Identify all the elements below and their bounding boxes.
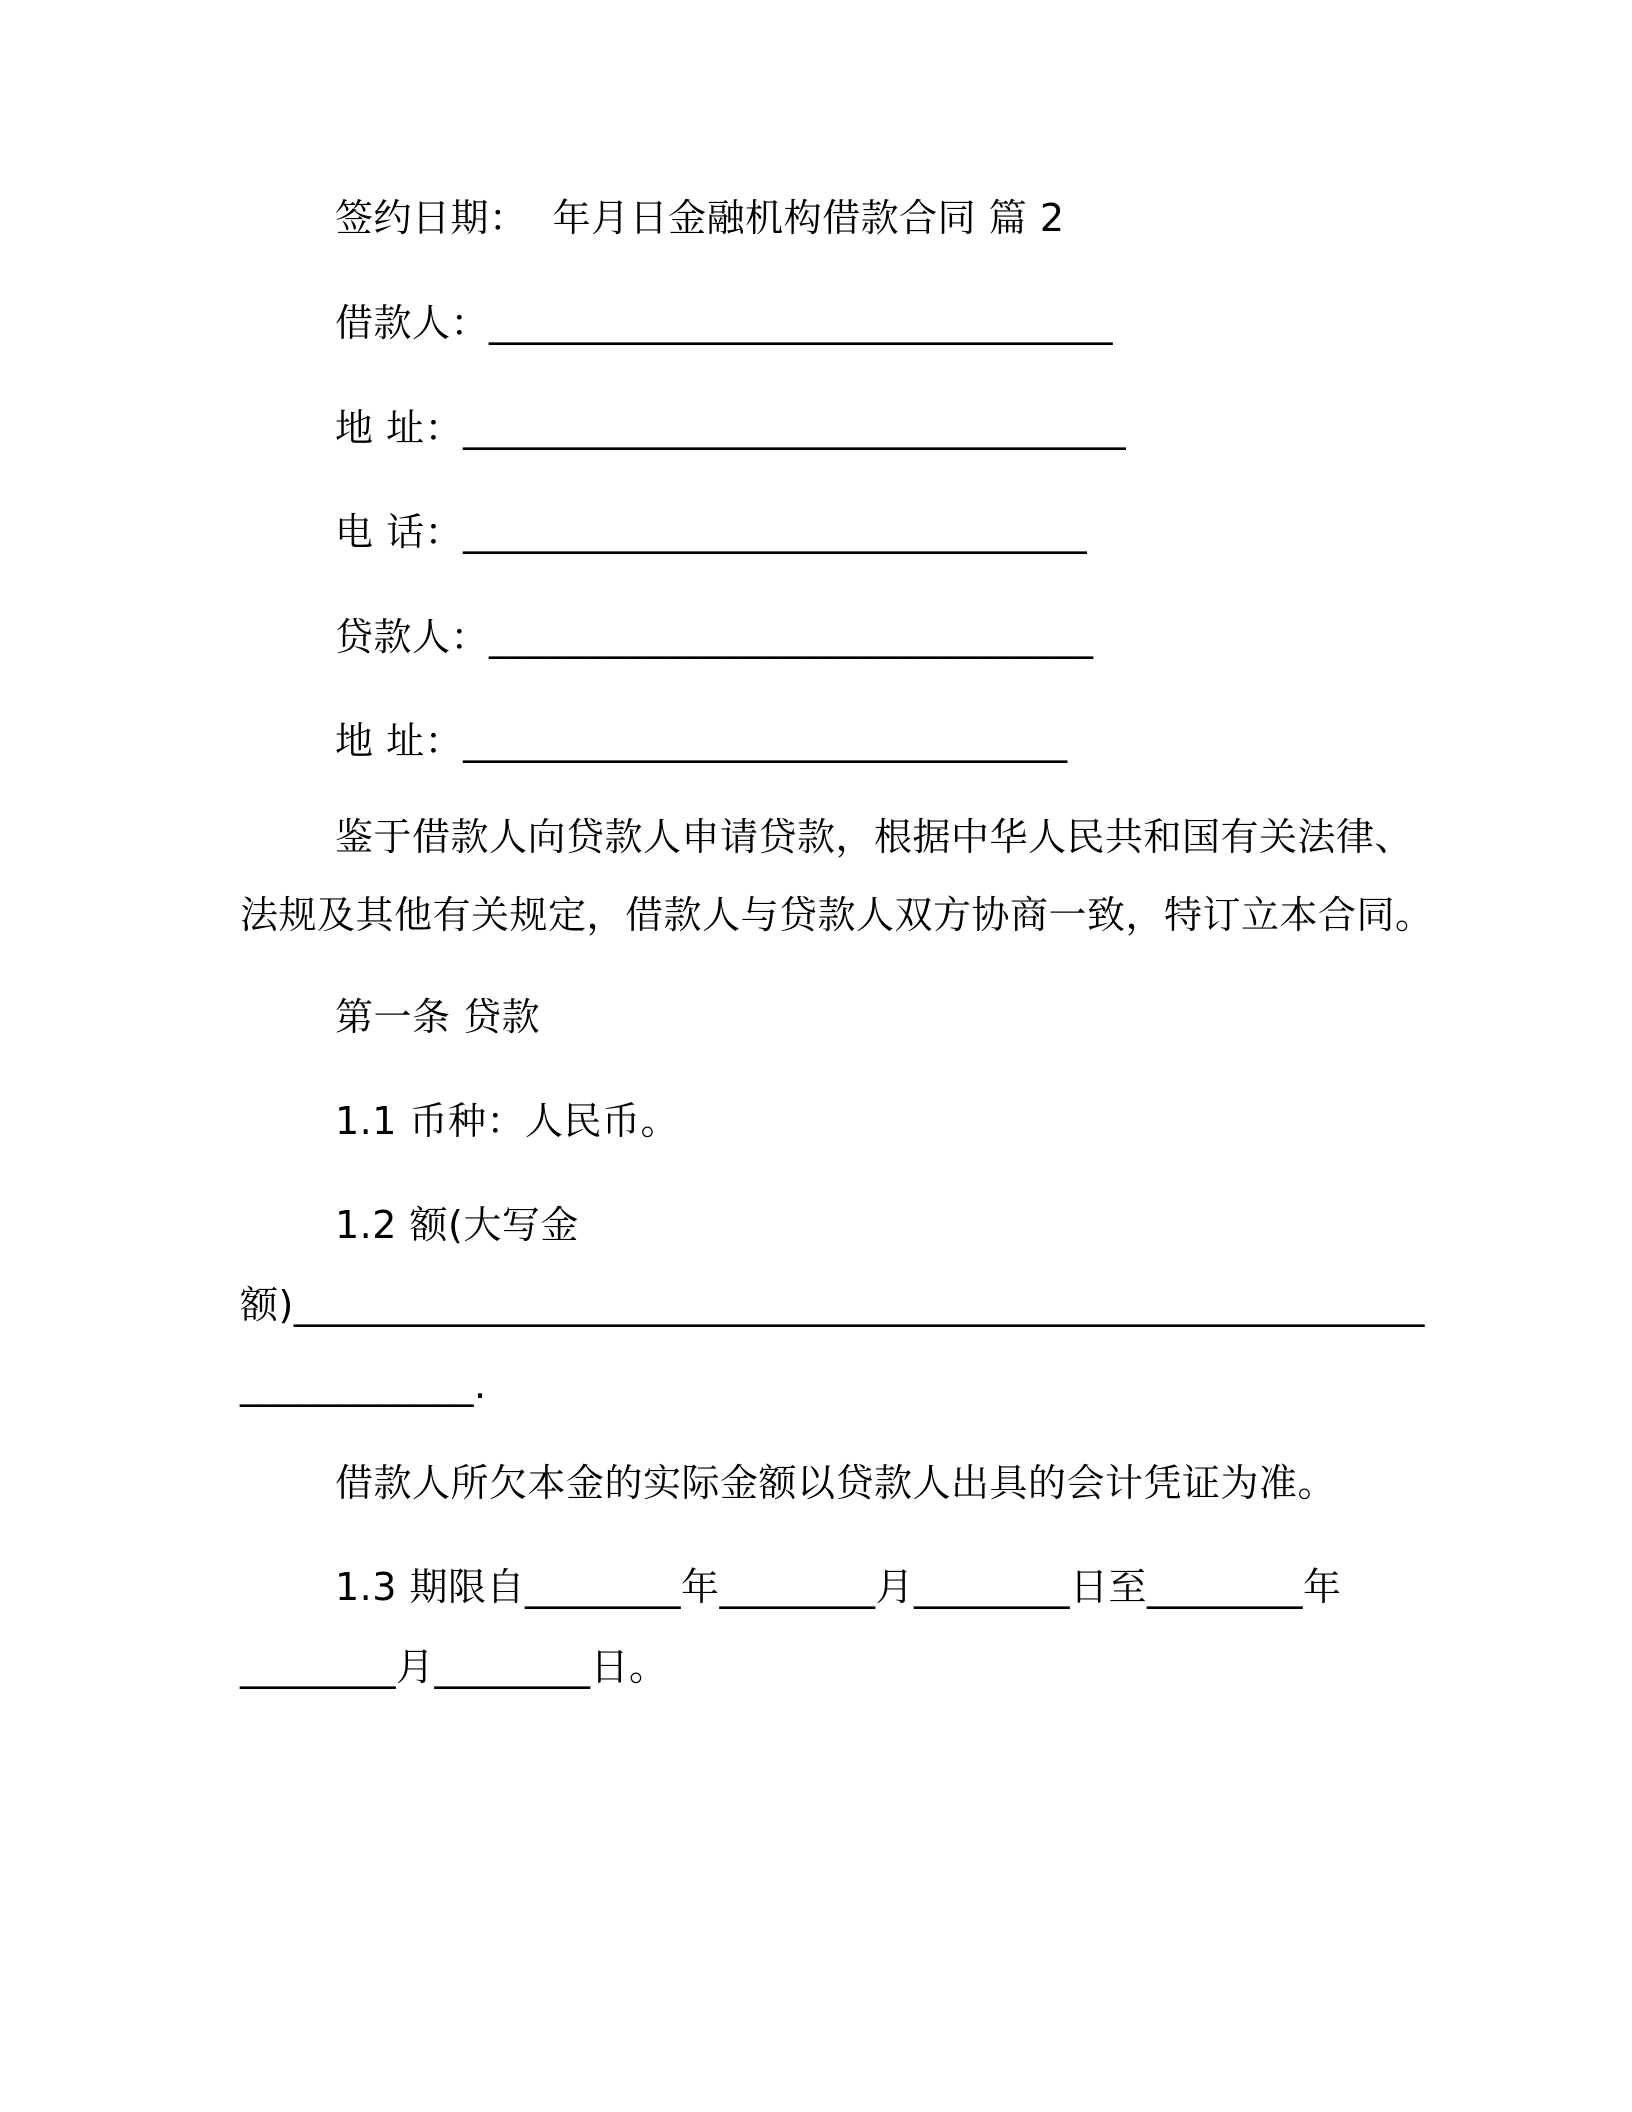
clause-1-2-line-3: ____________. — [240, 1363, 487, 1407]
clause-1-1: 1.1 币种：人民币。 — [335, 1099, 680, 1143]
clause-1-3-line-2: ________月________日。 — [240, 1645, 668, 1689]
preamble-line-1: 鉴于借款人向贷款人申请贷款，根据中华人民共和国有关法律、 — [335, 815, 1414, 859]
article-1-heading: 第一条 贷款 — [335, 995, 541, 1039]
preamble-line-2: 法规及其他有关规定，借款人与贷款人双方协商一致，特订立本合同。 — [240, 893, 1434, 937]
borrower-field: 借款人：________________________________ — [335, 301, 1114, 345]
clause-1-3-line-1: 1.3 期限自________年________月________日至________年 — [335, 1565, 1342, 1609]
signing-date-heading: 签约日期： 年月日金融机构借款合同 篇 2 — [335, 196, 1065, 240]
borrower-address-field: 地 址：__________________________________ — [335, 406, 1127, 450]
lender-field: 贷款人：_______________________________ — [335, 615, 1094, 659]
lender-address-field: 地 址：_______________________________ — [335, 719, 1068, 763]
phone-field: 电 话：________________________________ — [335, 510, 1088, 554]
clause-1-2-line-2: 额)__________________________________________________________ — [240, 1283, 1425, 1327]
clause-1-2-line-1: 1.2 额(大写金 — [335, 1203, 579, 1247]
principal-note: 借款人所欠本金的实际金额以贷款人出具的会计凭证为准。 — [335, 1461, 1337, 1505]
